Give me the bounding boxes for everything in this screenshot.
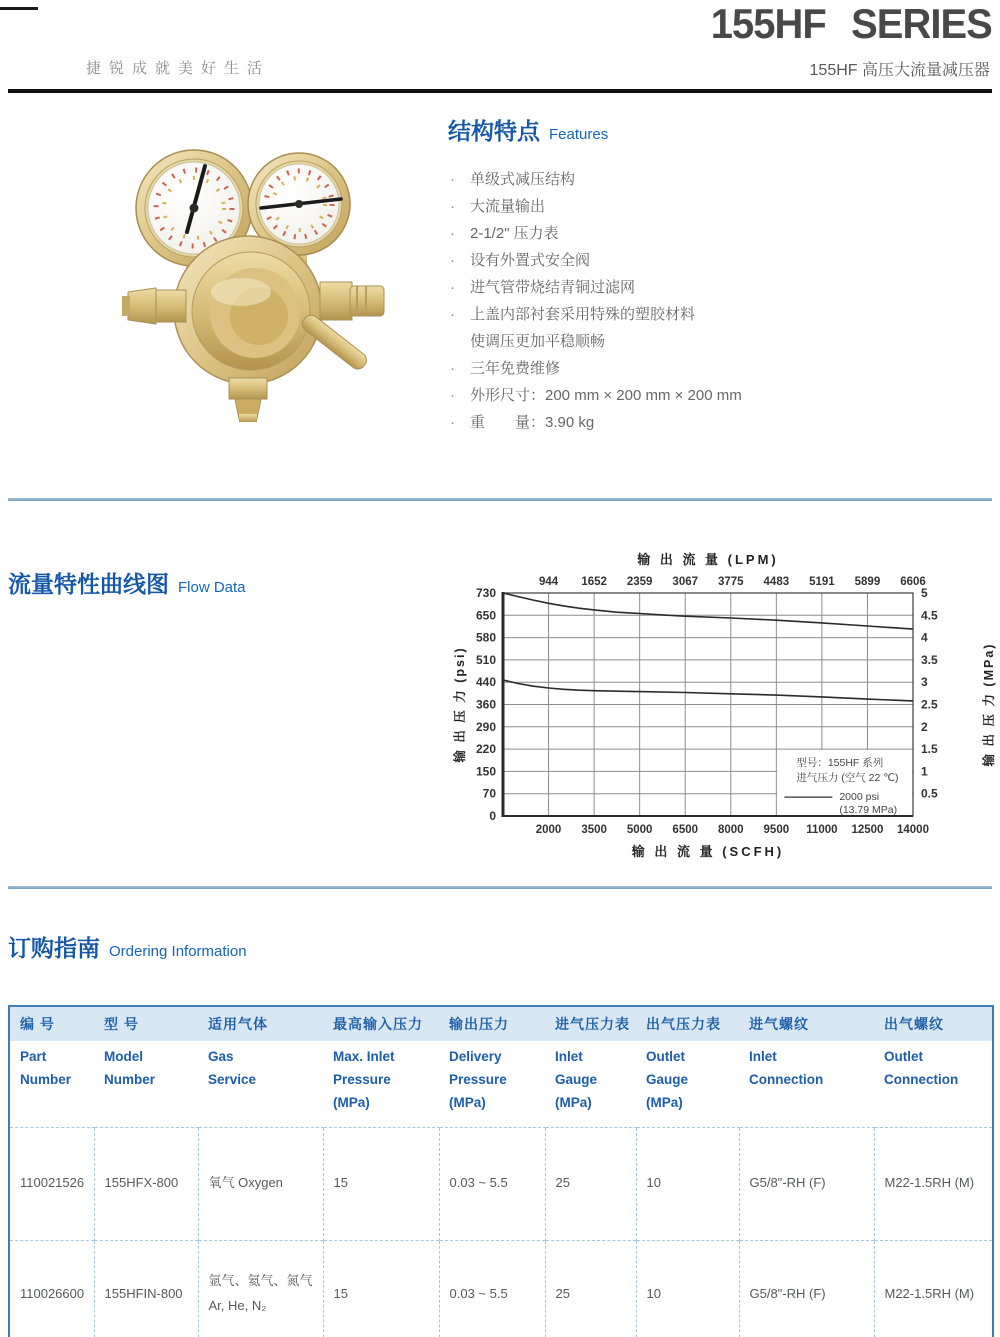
table-cell: 25: [545, 1240, 636, 1337]
table-header-row-zh: [9, 1006, 993, 1041]
column-header-en: Outlet Connection: [874, 1041, 993, 1127]
bullet-dot: ·: [450, 387, 455, 404]
chart-label: 730: [475, 586, 496, 600]
feature-text: 三年免费维修: [470, 360, 561, 377]
table-cell: G5/8"-RH (F): [739, 1127, 874, 1240]
column-header-en: Delivery Pressure (MPa): [439, 1041, 545, 1127]
flow-title-zh: 流量特性曲线图: [8, 571, 169, 597]
chart-label: 11000: [806, 824, 838, 836]
header-rule: [8, 89, 992, 93]
features-title-zh: 结构特点: [448, 118, 540, 144]
feature-item: [450, 220, 995, 247]
legend-line-label-1: 2000 psi: [839, 791, 880, 804]
feature-text: 上盖内部衬套采用特殊的塑胶材料 使调压更加平稳顺畅: [470, 306, 696, 350]
chart-label: 1: [921, 764, 928, 779]
feature-item: [450, 193, 995, 220]
feature-item: [450, 301, 995, 355]
ordering-table: [8, 1005, 994, 1337]
chart-label: 4483: [763, 576, 790, 588]
column-header-zh: 出气螺纹: [874, 1006, 993, 1041]
chart-label: 3.5: [921, 652, 938, 667]
section-divider: [8, 886, 992, 889]
product-photo: [98, 120, 420, 422]
chart-label: 0.5: [921, 786, 938, 801]
column-header-zh: 型 号: [94, 1006, 198, 1041]
column-header-en: Model Number: [94, 1041, 198, 1127]
chart-label: 2: [921, 719, 928, 734]
column-header-zh: 出气压力表: [636, 1006, 739, 1041]
table-cell: 155HFX-800: [94, 1127, 198, 1240]
bottom-outlet: [229, 378, 267, 422]
chart-label: 580: [475, 630, 496, 645]
features-section-title: [448, 113, 608, 146]
feature-text: 单级式减压结构: [470, 171, 576, 188]
chart-label: 70: [482, 786, 496, 801]
chart-label: 360: [475, 697, 496, 712]
table-cell: M22-1.5RH (M): [874, 1240, 993, 1337]
ordering-table-wrap: [8, 1005, 992, 1337]
chart-label: 150: [475, 764, 496, 779]
features-list: [450, 166, 995, 436]
feature-text: 重 量：3.90 kg: [470, 414, 595, 431]
feature-text: 设有外置式安全阀: [470, 252, 591, 269]
chart-label: 5: [921, 586, 928, 600]
column-header-zh: 适用气体: [198, 1006, 323, 1041]
chart-label: 5899: [854, 576, 881, 588]
column-header-zh: 编 号: [9, 1006, 94, 1041]
table-cell: 0.03 ~ 5.5: [439, 1127, 545, 1240]
page-title: 155HF SERIES: [710, 0, 992, 47]
bullet-dot: ·: [450, 414, 455, 431]
feature-text: 进气管带烧结青铜过滤网: [470, 279, 636, 296]
chart-label: 9500: [763, 824, 790, 836]
flow-title-en: Flow Data: [178, 579, 246, 596]
bullet-dot: ·: [450, 279, 455, 296]
bullet-dot: ·: [450, 171, 455, 188]
chart-label: 650: [475, 608, 496, 623]
table-row: [9, 1127, 993, 1240]
chart-label: 0: [489, 809, 496, 823]
column-header-en: Part Number: [9, 1041, 94, 1127]
chart-label: 3775: [717, 576, 744, 588]
flow-chart-svg: [445, 548, 1000, 860]
feature-item: [450, 166, 995, 193]
legend-condition: 进气压力 (空气 22 ℃): [796, 772, 899, 785]
ordering-section-title: [8, 930, 247, 963]
column-header-en: Outlet Gauge (MPa): [636, 1041, 739, 1127]
chart-label: 输 出 流 量 (SCFH): [631, 844, 785, 859]
table-cell: 0.03 ~ 5.5: [439, 1240, 545, 1337]
chart-label: 6500: [672, 824, 699, 836]
chart-label: 1652: [581, 576, 607, 588]
brand-slogan: 捷锐成就美好生活: [86, 60, 271, 77]
chart-label: 440: [475, 675, 496, 690]
regulator-body: [174, 236, 322, 384]
chart-label: 2.5: [921, 697, 938, 712]
table-cell: M22-1.5RH (M): [874, 1127, 993, 1240]
table-cell: G5/8"-RH (F): [739, 1240, 874, 1337]
chart-label: 3500: [581, 824, 607, 836]
chart-label: 输 出 压 力 (MPa): [982, 642, 996, 767]
legend-model: 型号：155HF 系列: [796, 757, 884, 770]
column-header-en: Inlet Connection: [739, 1041, 874, 1127]
feature-text: 大流量输出: [470, 198, 546, 215]
chart-label: 510: [475, 652, 496, 667]
chart-label: 5000: [626, 824, 653, 836]
table-cell: 110021526: [9, 1127, 94, 1240]
table-cell: 10: [636, 1127, 739, 1240]
feature-text: 2-1/2" 压力表: [470, 225, 559, 242]
table-cell: 155HFIN-800: [94, 1240, 198, 1337]
column-header-en: Inlet Gauge (MPa): [545, 1041, 636, 1127]
bullet-dot: ·: [450, 252, 455, 269]
inlet-fitting: [122, 288, 186, 324]
flow-curve: [503, 680, 913, 701]
column-header-zh: 进气压力表: [545, 1006, 636, 1041]
chart-label: 6606: [900, 576, 926, 588]
table-cell: 氩气、氦气、氮气 Ar, He, N₂: [198, 1240, 323, 1337]
feature-item: [450, 409, 995, 436]
feature-item: [450, 247, 995, 274]
feature-item: [450, 274, 995, 301]
corner-mark: [0, 7, 38, 10]
legend-line-label-2: (13.79 MPa): [839, 804, 898, 817]
table-cell: 25: [545, 1127, 636, 1240]
chart-label: 5191: [809, 576, 835, 588]
ordering-title-zh: 订购指南: [8, 935, 100, 961]
chart-label: 8000: [717, 824, 744, 836]
chart-label: 4.5: [921, 608, 938, 623]
table-cell: 15: [323, 1240, 439, 1337]
chart-label: 输 出 流 量 (LPM): [637, 552, 779, 567]
column-header-en: Max. Inlet Pressure (MPa): [323, 1041, 439, 1127]
bullet-dot: ·: [450, 225, 455, 242]
feature-item: [450, 355, 995, 382]
regulator-illustration: [98, 120, 420, 422]
chart-label: 12500: [851, 824, 884, 836]
flow-section-title: [8, 566, 246, 599]
table-cell: 110026600: [9, 1240, 94, 1337]
chart-label: 2000: [535, 824, 562, 836]
chart-label: 220: [475, 742, 496, 757]
feature-text: 外形尺寸：200 mm × 200 mm × 200 mm: [470, 387, 742, 404]
chart-label: 4: [921, 630, 928, 645]
chart-label: 944: [538, 576, 559, 588]
column-header-en: Gas Service: [198, 1041, 323, 1127]
bullet-dot: ·: [450, 306, 455, 323]
chart-label: 3: [921, 675, 928, 690]
feature-item: [450, 382, 995, 409]
page-subtitle: 155HF 高压大流量减压器: [809, 62, 990, 79]
chart-label: 14000: [897, 824, 929, 836]
table-row: [9, 1240, 993, 1337]
chart-label: 2359: [626, 576, 653, 588]
features-title-en: Features: [549, 126, 609, 143]
chart-label: 输 出 压 力 (psi): [453, 646, 467, 763]
column-header-zh: 最高输入压力: [323, 1006, 439, 1041]
outlet-fitting: [320, 282, 384, 320]
chart-label: 1.5: [921, 742, 938, 757]
column-header-zh: 输出压力: [439, 1006, 545, 1041]
table-cell: 15: [323, 1127, 439, 1240]
ordering-title-en: Ordering Information: [109, 943, 247, 960]
flow-curve: [503, 593, 913, 629]
table-header-row-en: [9, 1041, 993, 1127]
chart-label: 290: [475, 719, 496, 734]
table-cell: 10: [636, 1240, 739, 1337]
chart-label: 3067: [672, 576, 699, 588]
column-header-zh: 进气螺纹: [739, 1006, 874, 1041]
bullet-dot: ·: [450, 360, 455, 377]
section-divider: [8, 498, 992, 501]
table-cell: 氧气 Oxygen: [198, 1127, 323, 1240]
bullet-dot: ·: [450, 198, 455, 215]
flow-chart: [445, 548, 1000, 860]
